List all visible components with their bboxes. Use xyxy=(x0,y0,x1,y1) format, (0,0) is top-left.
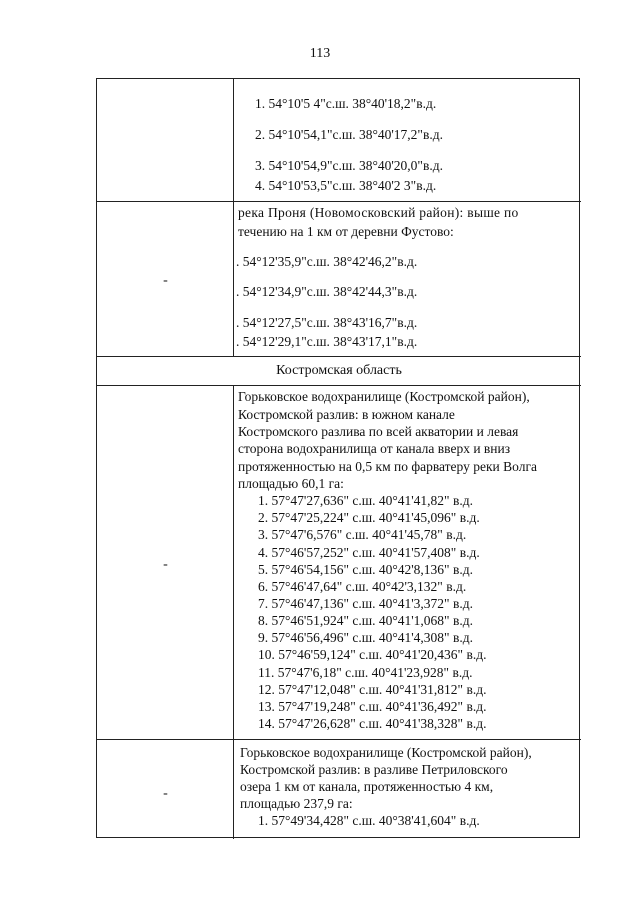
row-separator xyxy=(97,739,581,740)
description-line: Костромской разлив: в южном канале xyxy=(238,407,455,422)
coordinate-item: 1. 54°10'5 4"с.ш. 38°40'18,2"в.д. xyxy=(255,96,437,111)
column-divider-top xyxy=(233,79,234,356)
document-table xyxy=(96,78,580,838)
description-line: Горьковское водохранилище (Костромской район), xyxy=(240,745,532,760)
coordinate-item: 6. 57°46'47,64" с.ш. 40°42'3,132" в.д. xyxy=(258,579,467,594)
row-marker: - xyxy=(163,273,168,288)
coordinate-item: 5. 57°46'54,156" с.ш. 40°42'8,136" в.д. xyxy=(258,562,473,577)
description-line: протяженностью на 0,5 км по фарватеру реки Волга xyxy=(238,459,537,474)
coordinate-item: 3. 54°10'54,9"с.ш. 38°40'20,0"в.д. xyxy=(255,158,443,173)
coordinate-item: 2. 57°47'25,224" с.ш. 40°41'45,096" в.д. xyxy=(258,510,480,525)
coordinate-item: 10. 57°46'59,124" с.ш. 40°41'20,436" в.д. xyxy=(258,647,487,662)
description-line: Горьковское водохранилище (Костромской район), xyxy=(238,389,530,404)
description-line: площадью 60,1 га: xyxy=(238,476,344,491)
row-marker: - xyxy=(163,786,168,801)
coordinate-item: 3. 57°47'6,576" с.ш. 40°41'45,78" в.д. xyxy=(258,527,467,542)
description-line: Костромской разлив: в разливе Петриловского xyxy=(240,762,508,777)
page-number: 113 xyxy=(309,46,331,61)
coordinate-item: 9. 57°46'56,496" с.ш. 40°41'4,308" в.д. xyxy=(258,630,473,645)
block2-description-line2: течению на 1 км от деревни Фустово: xyxy=(238,224,454,239)
coordinate-item: 12. 57°47'12,048" с.ш. 40°41'31,812" в.д. xyxy=(258,682,487,697)
coordinate-item: 4. 57°46'57,252" с.ш. 40°41'57,408" в.д. xyxy=(258,545,480,560)
coordinate-item: 1. 57°47'27,636" с.ш. 40°41'41,82" в.д. xyxy=(258,493,473,508)
coordinate-item: 4. 54°10'53,5"с.ш. 38°40'2 3"в.д. xyxy=(255,178,437,193)
coordinate-item: 14. 57°47'26,628" с.ш. 40°41'38,328" в.д. xyxy=(258,716,487,731)
coordinate-item: 8. 57°46'51,924" с.ш. 40°41'1,068" в.д. xyxy=(258,613,473,628)
column-divider-bottom xyxy=(233,385,234,839)
row-separator xyxy=(97,385,581,386)
coordinate-item: . 54°12'29,1"с.ш. 38°43'17,1"в.д. xyxy=(236,334,418,349)
coordinate-item: 2. 54°10'54,1"с.ш. 38°40'17,2"в.д. xyxy=(255,127,443,142)
description-line: Костромского разлива по всей акватории и левая xyxy=(238,424,519,439)
block2-description-line1: река Проня (Новомосковский район): выше по xyxy=(238,205,519,220)
coordinate-item: 1. 57°49'34,428" с.ш. 40°38'41,604" в.д. xyxy=(258,813,480,828)
row-separator xyxy=(97,356,581,357)
row-separator xyxy=(97,201,581,202)
description-line: сторона водохранилища от канала вверх и вниз xyxy=(238,441,511,456)
row-marker: - xyxy=(163,557,168,572)
description-line: площадью 237,9 га: xyxy=(240,796,353,811)
coordinate-item: 7. 57°46'47,136" с.ш. 40°41'3,372" в.д. xyxy=(258,596,473,611)
coordinate-item: . 54°12'34,9"с.ш. 38°42'44,3"в.д. xyxy=(236,284,418,299)
coordinate-item: 11. 57°47'6,18" с.ш. 40°41'23,928" в.д. xyxy=(258,665,473,680)
region-heading: Костромская область xyxy=(276,363,402,378)
coordinate-item: . 54°12'27,5"с.ш. 38°43'16,7"в.д. xyxy=(236,315,418,330)
coordinate-item: . 54°12'35,9"с.ш. 38°42'46,2"в.д. xyxy=(236,254,418,269)
coordinate-item: 13. 57°47'19,248" с.ш. 40°41'36,492" в.д. xyxy=(258,699,487,714)
description-line: озера 1 км от канала, протяженностью 4 км, xyxy=(240,779,494,794)
